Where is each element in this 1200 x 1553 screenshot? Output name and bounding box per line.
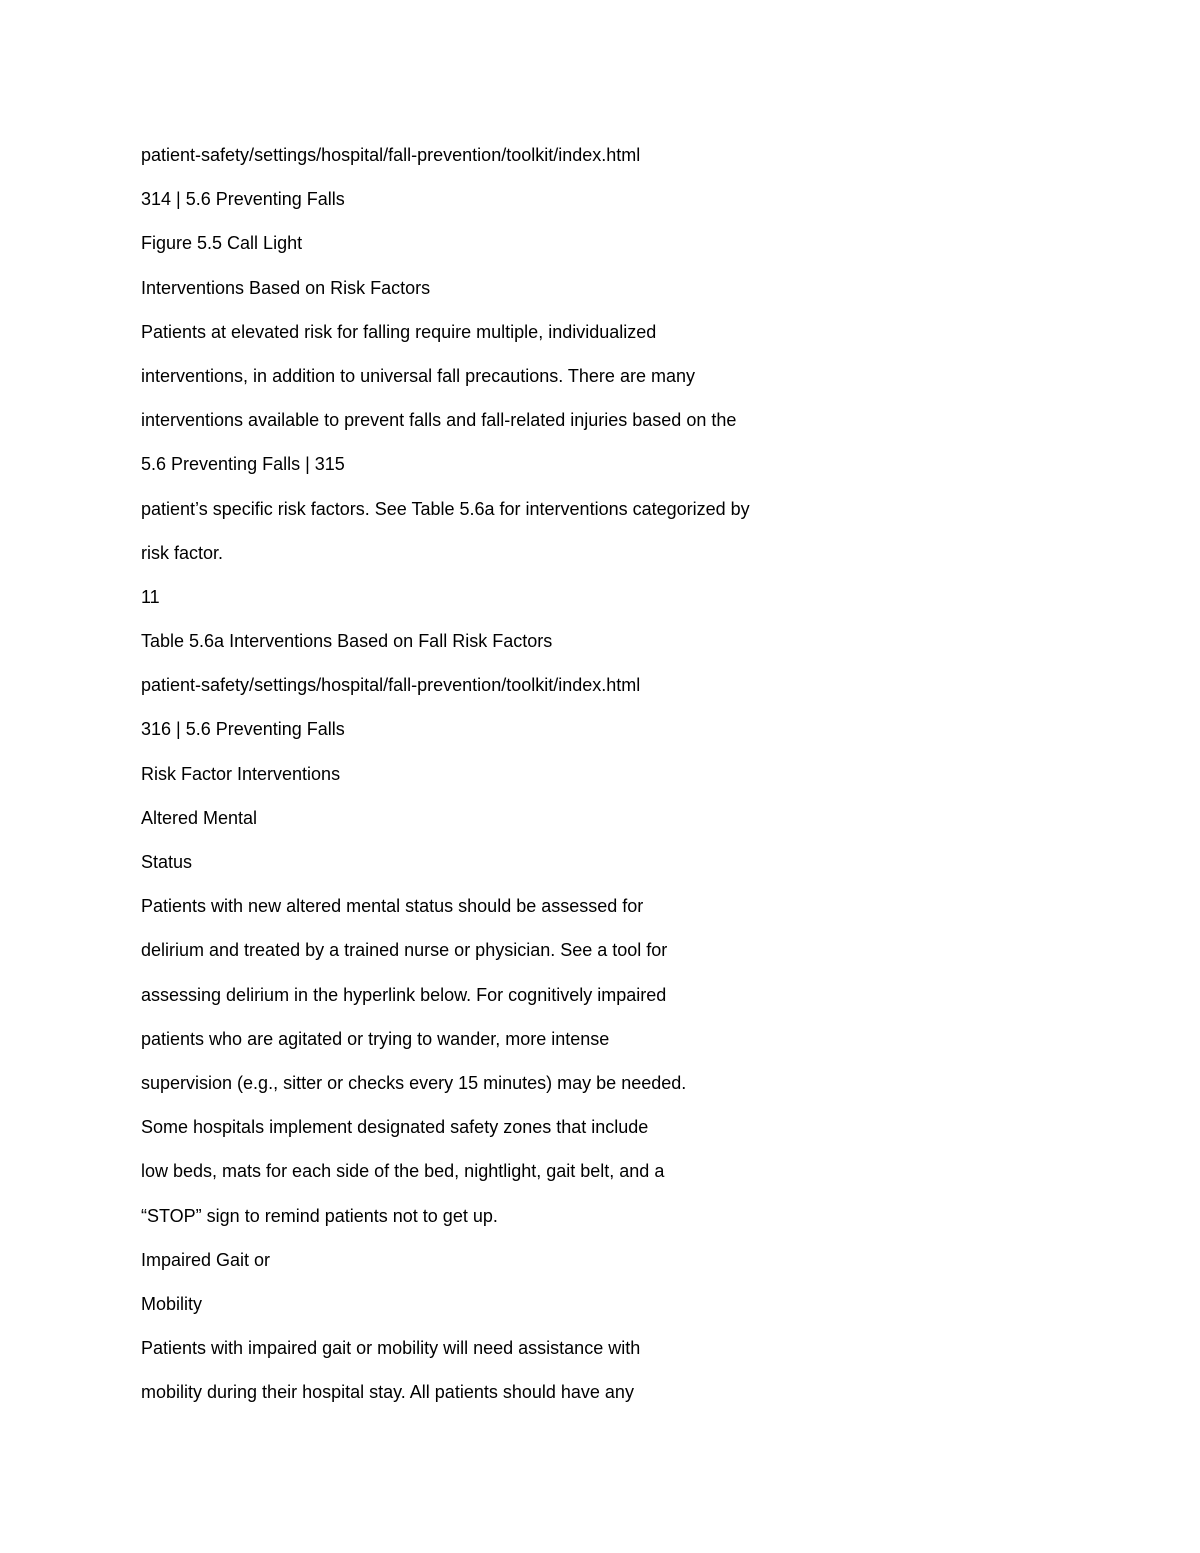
body-line: patients who are agitated or trying to wander, more intense [141,1028,610,1049]
page-header: 5.6 Preventing Falls | 315 [141,454,345,475]
body-line: assessing delirium in the hyperlink below. For cognitively impaired [141,984,667,1005]
footnote-number: 11 [141,586,160,607]
figure-caption: Figure 5.5 Call Light [141,233,303,254]
risk-factor-label: Altered Mental [141,807,258,828]
risk-factor-label: Status [141,852,193,872]
url-line: patient-safety/settings/hospital/fall-prevention/toolkit/index.html [141,145,641,165]
body-line: mobility during their hospital stay. All patients should have any [141,1382,634,1403]
document-text [141,141,1101,1422]
risk-factor-label: Mobility [141,1293,203,1314]
body-line: interventions available to prevent falls and fall-related injuries based on the [141,410,737,431]
table-caption: Table 5.6a Interventions Based on Fall Risk Factors [141,631,553,652]
table-header: Risk Factor Interventions [141,763,341,784]
body-line: Patients with new altered mental status should be assessed for [141,896,644,917]
risk-factor-label: Impaired Gait or [141,1249,271,1270]
body-line: patient’s specific risk factors. See Table 5.6a for interventions categorized by [141,498,750,519]
body-line: low beds, mats for each side of the bed, nightlight, gait belt, and a [141,1161,665,1182]
url-line: patient-safety/settings/hospital/fall-prevention/toolkit/index.html [141,675,641,696]
body-line: Some hospitals implement designated safety zones that include [141,1117,649,1138]
body-line: supervision (e.g., sitter or checks every 15 minutes) may be needed. [141,1072,687,1093]
body-line: risk factor. [141,542,224,563]
body-line: Patients at elevated risk for falling require multiple, individualized [141,321,657,342]
page-header: 314 | 5.6 Preventing Falls [141,189,345,210]
section-heading: Interventions Based on Risk Factors [141,277,431,298]
body-line: “STOP” sign to remind patients not to get up. [141,1205,498,1226]
body-line: interventions, in addition to universal fall precautions. There are many [141,365,695,386]
body-line: Patients with impaired gait or mobility will need assistance with [141,1338,641,1359]
body-line: delirium and treated by a trained nurse or physician. See a tool for [141,940,668,961]
page-header: 316 | 5.6 Preventing Falls [141,719,345,740]
